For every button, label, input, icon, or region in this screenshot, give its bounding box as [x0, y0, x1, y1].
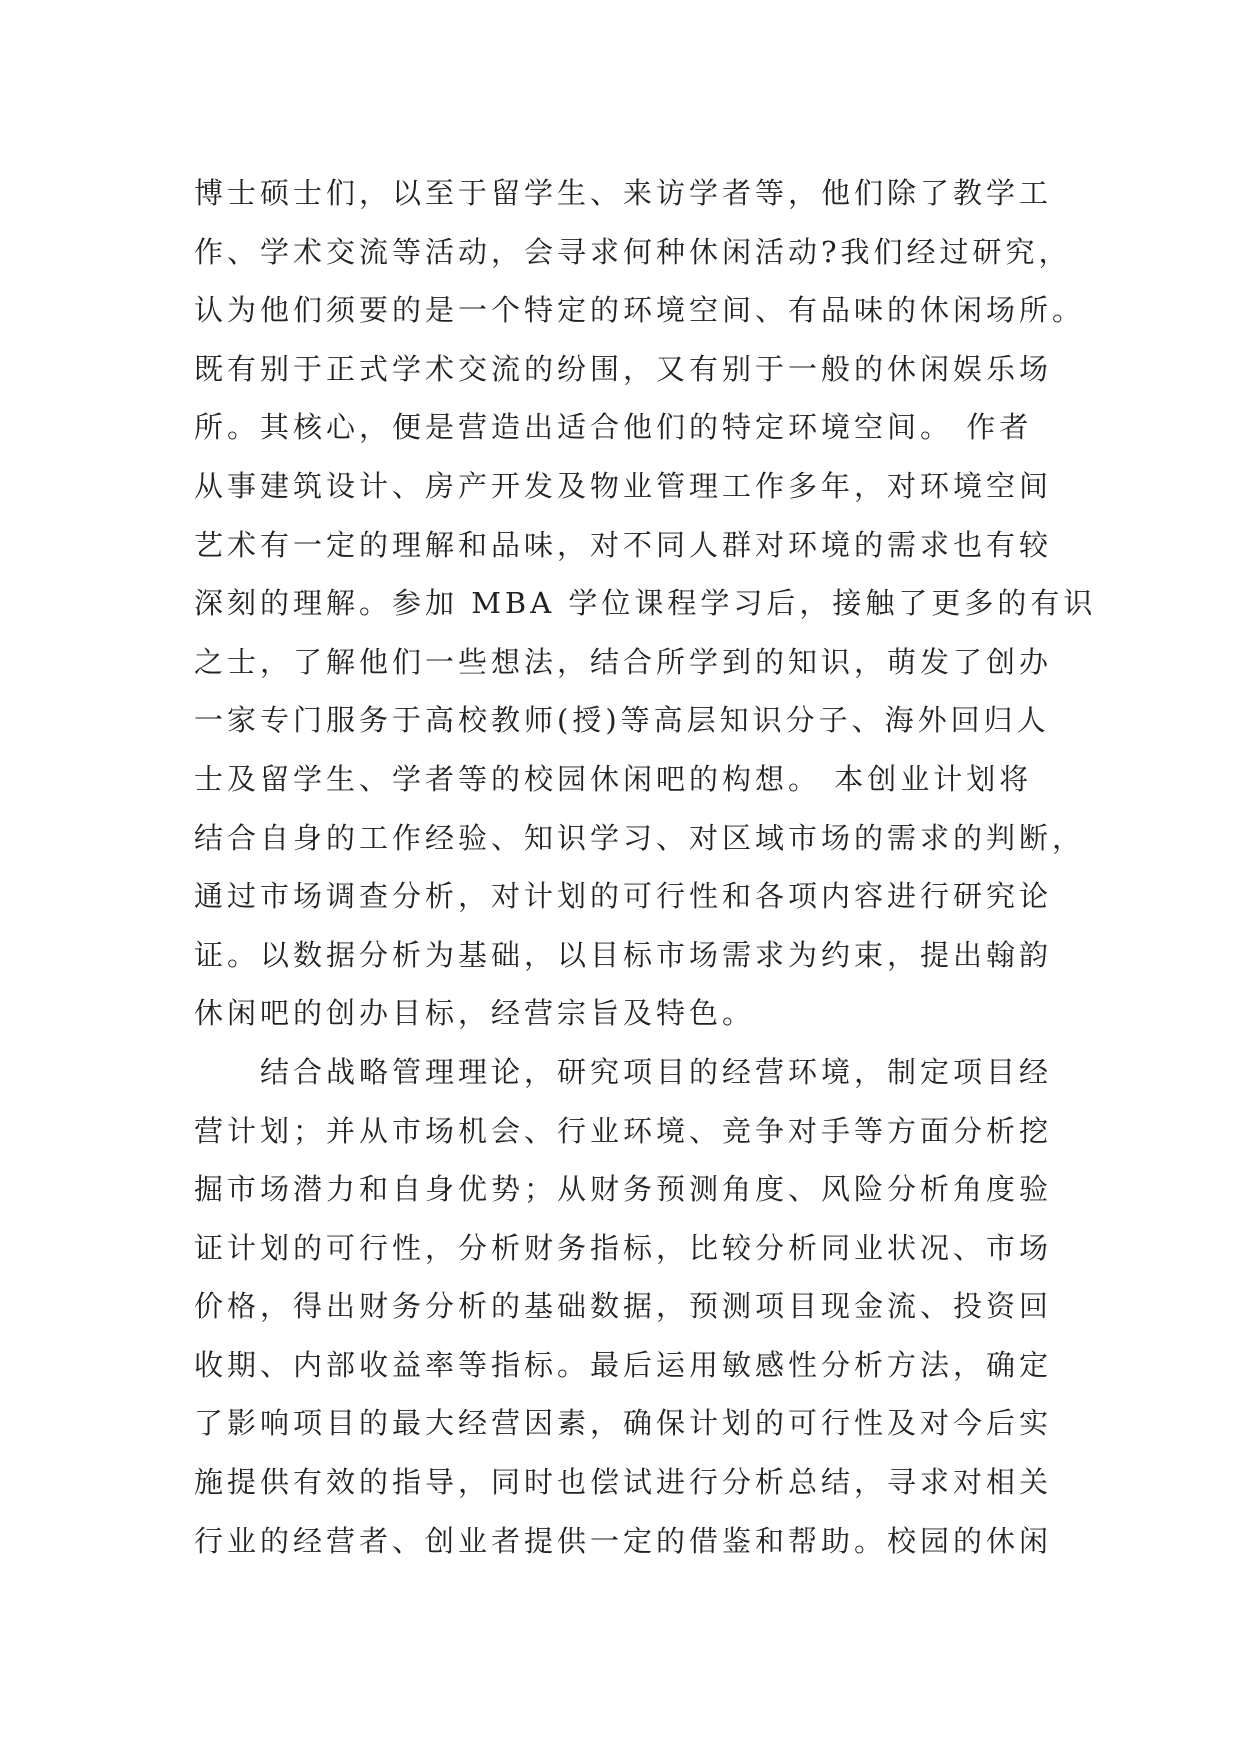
text-line: 认为他们须要的是一个特定的环境空间、有品味的休闲场所。	[194, 293, 1086, 328]
text-line: 作、学术交流等活动，会寻求何种休闲活动?我们经过研究，	[194, 234, 1072, 269]
text-line: 一家专门服务于高校教师(授)等高层知识分子、海外回归人	[194, 703, 1050, 738]
text-line: 结合战略管理理论，研究项目的经营环境，制定项目经	[194, 1054, 1053, 1089]
text-line: 休闲吧的创办目标，经营宗旨及特色。	[194, 996, 756, 1031]
text-line: 结合自身的工作经验、知识学习、对区域市场的需求的判断，	[194, 820, 1086, 855]
text-line: 之士，了解他们一些想法，结合所学到的知识，萌发了创办	[194, 644, 1053, 679]
text-line: 施提供有效的指导，同时也偿试进行分析总结，寻求对相关	[194, 1465, 1053, 1500]
text-line: 价格，得出财务分析的基础数据，预测项目现金流、投资回	[194, 1289, 1053, 1324]
text-line: 通过市场调查分析，对计划的可行性和各项内容进行研究论	[194, 879, 1053, 914]
text-line: 行业的经营者、创业者提供一定的借鉴和帮助。校园的休闲	[194, 1523, 1053, 1558]
body-text	[194, 164, 1097, 1570]
text-line: 证计划的可行性，分析财务指标，比较分析同业状况、市场	[194, 1230, 1053, 1265]
text-line: 所。其核心，便是营造出适合他们的特定环境空间。 作者	[194, 410, 1033, 445]
text-line: 既有别于正式学术交流的纷围，又有别于一般的休闲娱乐场	[194, 351, 1053, 386]
text-line: 了影响项目的最大经营因素，确保计划的可行性及对今后实	[194, 1406, 1053, 1441]
text-line: 从事建筑设计、房产开发及物业管理工作多年，对环境空间	[194, 468, 1053, 503]
text-line: 士及留学生、学者等的校园休闲吧的构想。 本创业计划将	[194, 761, 1033, 796]
text-line: 营计划；并从市场机会、行业环境、竞争对手等方面分析挖	[194, 1113, 1053, 1148]
text-line: 博士硕士们，以至于留学生、来访学者等，他们除了教学工	[194, 176, 1053, 210]
text-line: 深刻的理解。参加 MBA 学位课程学习后，接触了更多的有识	[194, 586, 1097, 621]
text-line: 艺术有一定的理解和品味，对不同人群对环境的需求也有较	[194, 527, 1053, 562]
text-line: 掘市场潜力和自身优势；从财务预测角度、风险分析角度验	[194, 1172, 1053, 1207]
text-line: 收期、内部收益率等指标。最后运用敏感性分析方法，确定	[194, 1347, 1053, 1382]
text-line: 证。以数据分析为基础，以目标市场需求为约束，提出翰韵	[194, 937, 1053, 972]
